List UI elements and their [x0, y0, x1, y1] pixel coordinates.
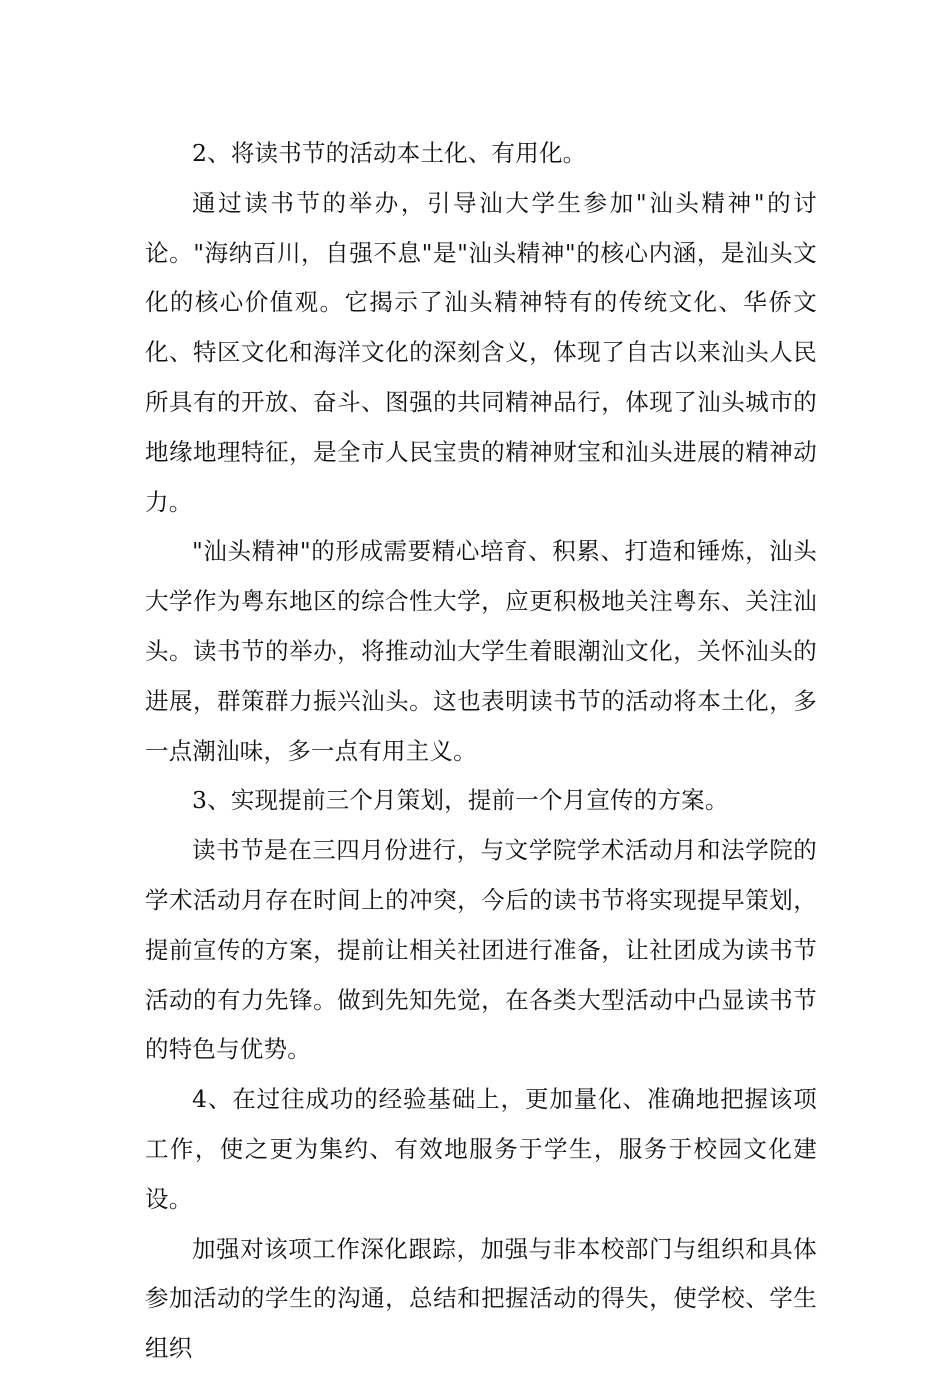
heading-point-3: 3、实现提前三个月策划，提前一个月宣传的方案。	[192, 786, 729, 815]
body-text	[145, 129, 817, 1374]
paragraph-cultivation: "汕头精神"的形成需要精心培育、积累、打造和锤炼，汕头大学作为粤东地区的综合性大学，应更积极地关注粤东、关注汕头。读书节的举办，将推动汕大学生着眼潮汕文化，关怀汕头的进展，群策群力振兴汕头。这也表明读书节的活动将本土化，多一点潮汕味，多一点有用主义。	[145, 537, 817, 765]
paragraph-planning: 读书节是在三四月份进行，与文学院学术活动月和法学院的学术活动月存在时间上的冲突，今后的读书节将实现提早策划，提前宣传的方案，提前让相关社团进行准备，让社团成为读书节活动的有力先锋。做到先知先觉，在各类大型活动中凸显读书节的特色与优势。	[145, 836, 817, 1064]
heading-point-2: 2、将读书节的活动本土化、有用化。	[192, 139, 587, 167]
paragraph-shantou-spirit: 通过读书节的举办，引导汕大学生参加"汕头精神"的讨论。"海纳百川，自强不息"是"汕头精神"的核心内涵，是汕头文化的核心价值观。它揭示了汕头精神特有的传统文化、华侨文化、特区文化和海洋文化的深刻含义，体现了自古以来汕头人民所具有的开放、奋斗、图强的共同精神品行，体现了汕头城市的地缘地理特征，是全市人民宝贵的精神财宝和汕头进展的精神动力。	[145, 188, 817, 516]
heading-point-4: 4、在过往成功的经验基础上，更加量化、准确地把握该项工作，使之更为集约、有效地服务于学生，服务于校园文化建设。	[145, 1085, 817, 1213]
paragraph-tracking: 加强对该项工作深化跟踪，加强与非本校部门与组织和具体参加活动的学生的沟通，总结和把握活动的得失，使学校、学生组织	[145, 1234, 817, 1363]
